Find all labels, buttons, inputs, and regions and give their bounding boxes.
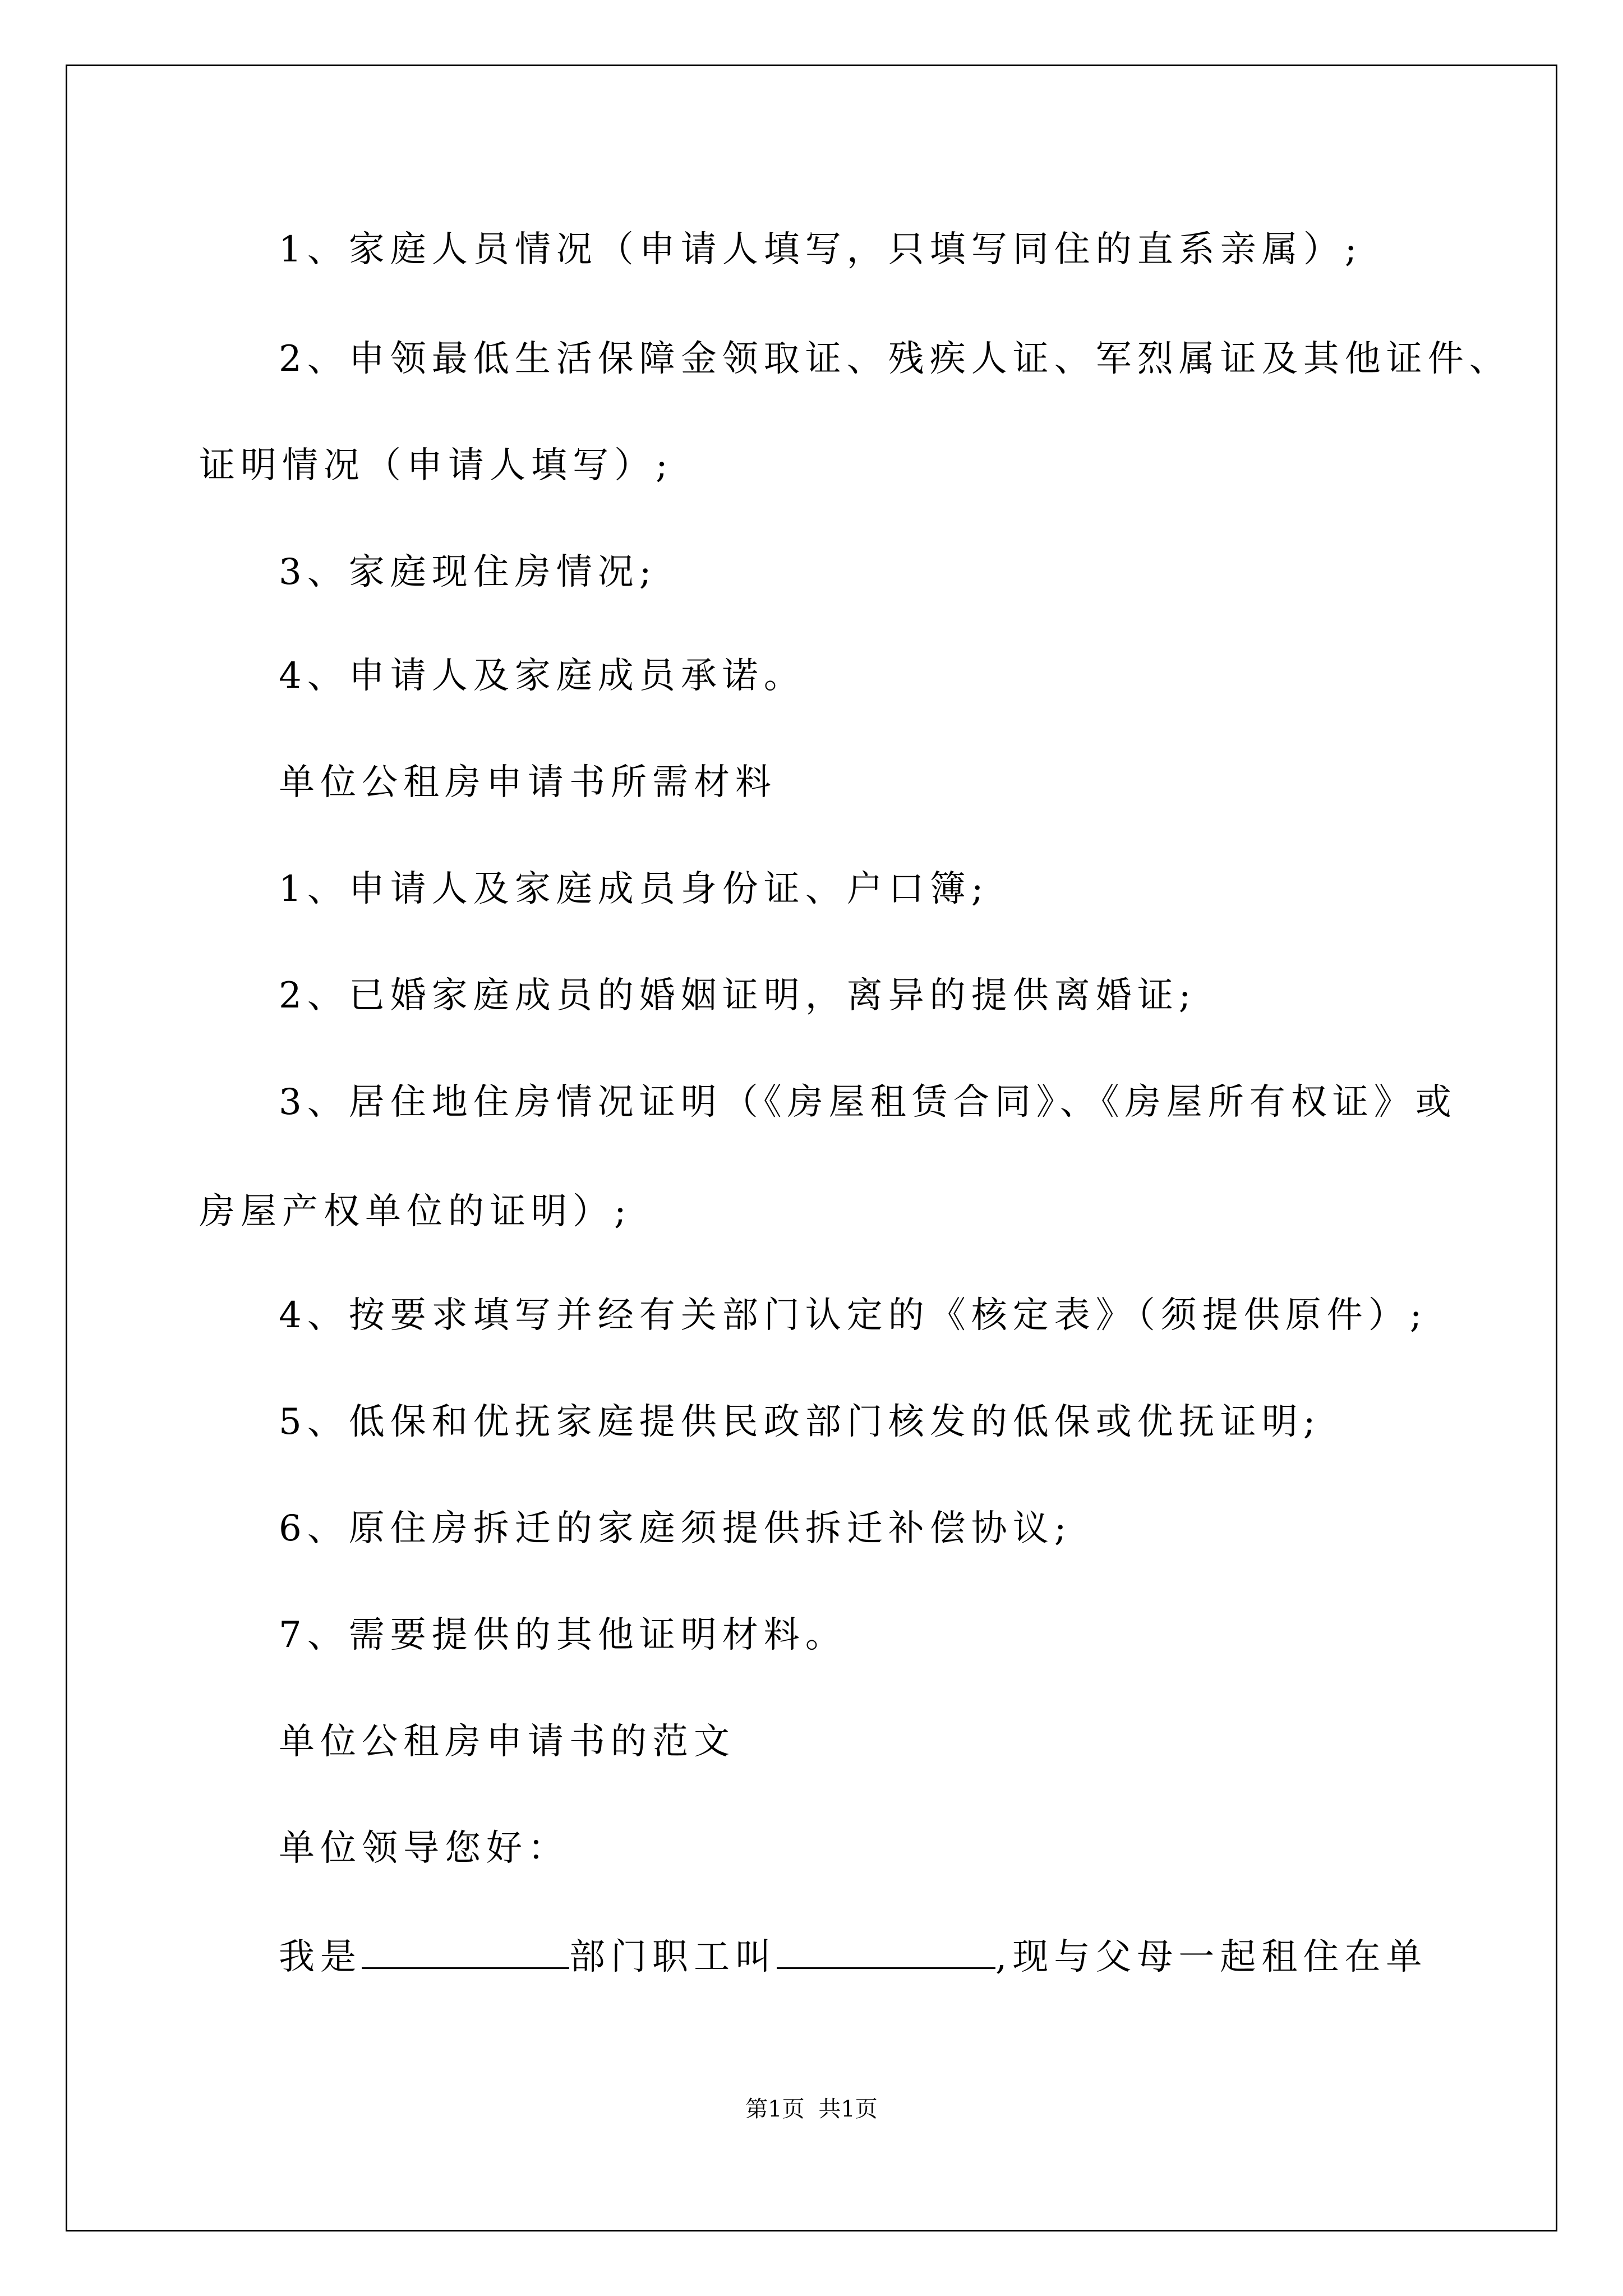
paragraph-line: 6、原住房拆迁的家庭须提供拆迁补偿协议; (279, 1508, 1072, 1549)
form-text-1: 我是 (279, 1936, 362, 1978)
page-total: 共1页 (818, 2096, 878, 2122)
paragraph-line: 1、家庭人员情况（申请人填写，只填写同住的直系亲属）; (279, 229, 1363, 270)
paragraph-line: 1、申请人及家庭成员身份证、户口簿; (279, 868, 989, 910)
paragraph-line: 4、按要求填写并经有关部门认定的《核定表》（须提供原件）; (279, 1295, 1428, 1336)
paragraph-line: 4、申请人及家庭成员承诺。 (279, 655, 805, 697)
paragraph-line: 2、申领最低生活保障金领取证、残疾人证、军烈属证及其他证件、 (279, 338, 1511, 380)
paragraph-line: 2、已婚家庭成员的婚姻证明，离异的提供离婚证; (279, 975, 1197, 1016)
page-number: 第1页 (745, 2096, 805, 2122)
paragraph-line: 5、低保和优抚家庭提供民政部门核发的低保或优抚证明; (279, 1401, 1321, 1443)
paragraph-line: 7、需要提供的其他证明材料。 (279, 1614, 847, 1656)
page-border (66, 65, 1557, 2231)
paragraph-line: 证明情况（申请人填写）; (199, 445, 674, 486)
form-text-3: ,现与父母一起租住在单 (995, 1936, 1428, 1978)
paragraph-line: 3、居住地住房情况证明（《房屋租赁合同》、《房屋所有权证》或 (279, 1082, 1457, 1123)
page-footer (0, 2095, 1623, 2123)
paragraph-line: 房屋产权单位的证明）; (199, 1191, 632, 1232)
name-blank[interactable] (777, 1932, 995, 1969)
paragraph-line: 3、家庭现住房情况; (279, 551, 657, 593)
department-blank[interactable] (362, 1932, 569, 1969)
form-text-2: 部门职工叫 (569, 1936, 777, 1978)
form-line (279, 1932, 1427, 1980)
section-heading: 单位公租房申请书所需材料 (279, 762, 777, 803)
section-heading: 单位公租房申请书的范文 (279, 1721, 735, 1763)
salutation-line: 单位领导您好： (279, 1828, 569, 1869)
